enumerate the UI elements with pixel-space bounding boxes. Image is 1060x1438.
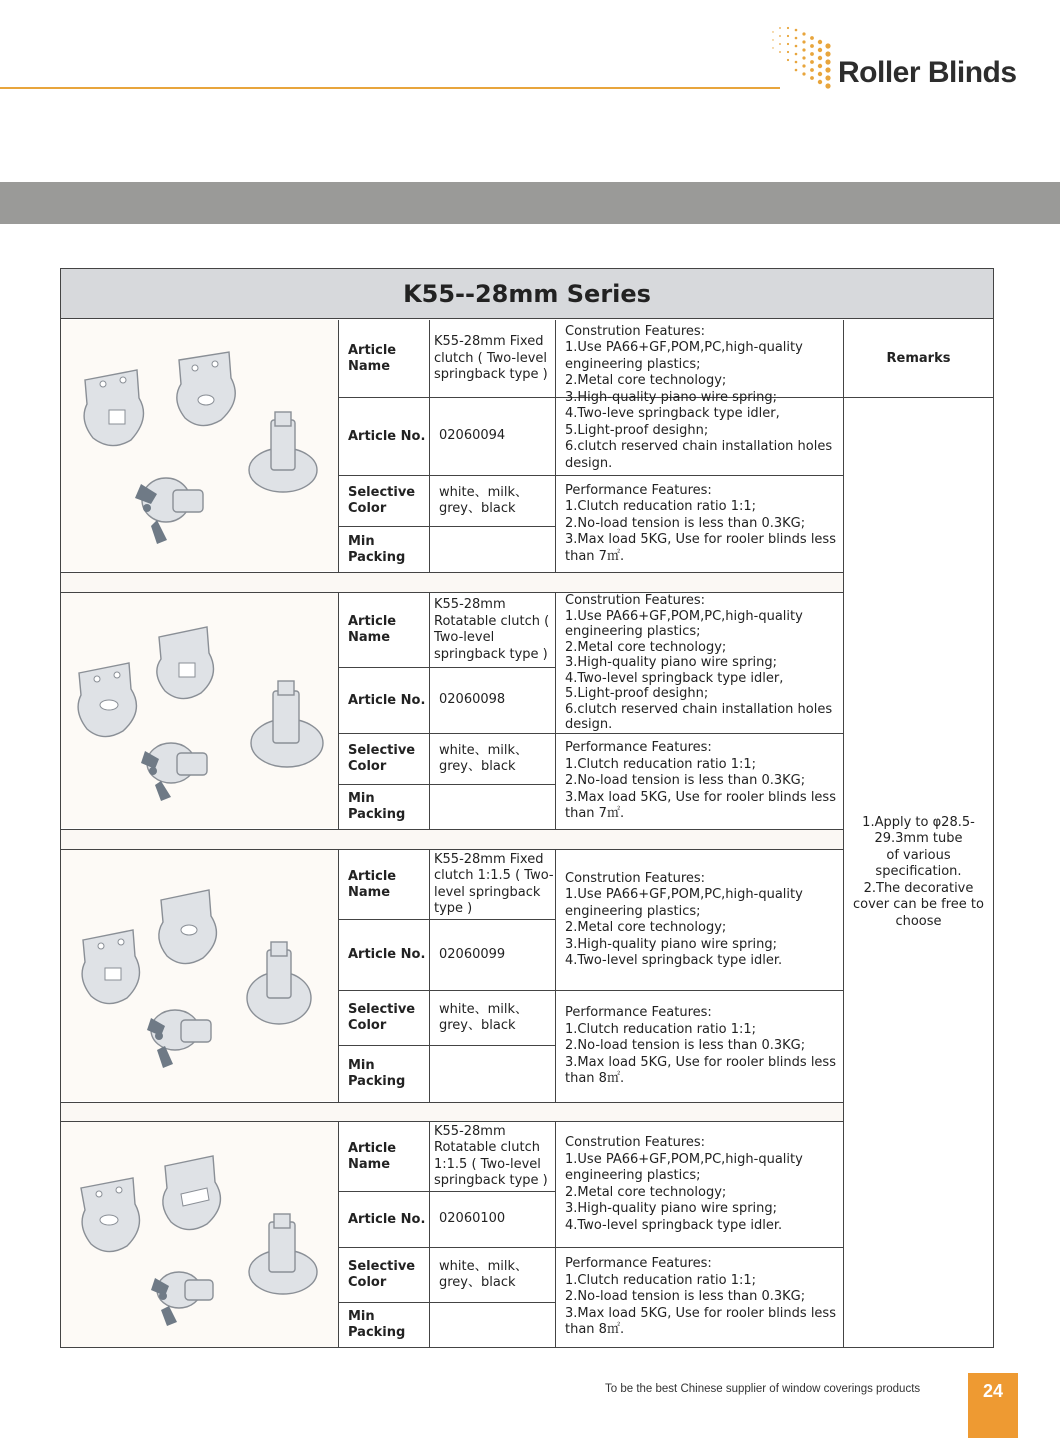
feature-line: Performance Features: bbox=[565, 740, 712, 756]
article-name-value: K55-28mm Fixed clutch 1:1.5 ( Two-level springback type ) bbox=[434, 851, 554, 916]
feature-line: than 7㎡. bbox=[565, 806, 625, 822]
min-packing-value bbox=[430, 785, 554, 829]
clutch-parts-icon bbox=[61, 1122, 338, 1347]
feature-line: 2.No-load tension is less than 0.3KG; bbox=[565, 1038, 806, 1054]
construction-features bbox=[557, 1122, 842, 1247]
min-packing-value bbox=[430, 527, 554, 572]
feature-line: 4.Two-level springback type idler. bbox=[565, 953, 783, 968]
clutch-parts-icon bbox=[61, 320, 338, 571]
grid-line bbox=[61, 1102, 843, 1103]
grid-line bbox=[555, 320, 556, 572]
feature-line: Performance Features: bbox=[565, 482, 712, 498]
remarks-line: choose bbox=[895, 913, 942, 929]
feature-line: 1.Clutch reducation ratio 1:1; bbox=[565, 1272, 757, 1288]
remarks-line: 2.The decorative bbox=[863, 880, 974, 896]
feature-line: engineering plastics; bbox=[565, 903, 701, 919]
label-article-no: Article No. bbox=[348, 1211, 426, 1227]
selective-color-value: white、milk、grey、black bbox=[439, 742, 528, 774]
feature-line: Constrution Features: bbox=[565, 870, 706, 886]
product-image-1 bbox=[61, 320, 338, 571]
row-spacer bbox=[61, 572, 843, 592]
product-image-4 bbox=[61, 1122, 338, 1347]
feature-line: Constrution Features: bbox=[565, 593, 706, 609]
article-name-value: K55-28mm Rotatable clutch ( Two-level springback type ) bbox=[434, 597, 550, 662]
article-no-value: 02060100 bbox=[439, 1211, 506, 1227]
series-title-bar bbox=[61, 269, 993, 319]
feature-line: design. bbox=[565, 455, 613, 471]
feature-line: engineering plastics; bbox=[565, 356, 701, 372]
feature-line: 3.High-quality piano wire spring; bbox=[565, 1201, 778, 1216]
label-min-packing: Min Packing bbox=[348, 1309, 406, 1340]
remarks-line: of various bbox=[886, 847, 951, 863]
remarks-line: 29.3mm tube bbox=[874, 831, 963, 847]
performance-features bbox=[557, 734, 842, 829]
feature-line: Constrution Features: bbox=[565, 1135, 706, 1150]
label-selective-color: Selective Color bbox=[348, 743, 416, 774]
label-article-no: Article No. bbox=[348, 947, 426, 962]
product-image-3 bbox=[61, 850, 338, 1101]
feature-line: 5.Light-proof desighn; bbox=[565, 422, 709, 438]
remarks-line: cover can be free to bbox=[853, 897, 984, 913]
label-min-packing: Min Packing bbox=[348, 791, 406, 822]
feature-line: 5.Light-proof desighn; bbox=[565, 686, 709, 702]
series-title: K55--28mm Series bbox=[403, 279, 651, 308]
article-no-value: 02060094 bbox=[439, 428, 506, 444]
feature-line: 2.No-load tension is less than 0.3KG; bbox=[565, 515, 806, 531]
label-selective-color: Selective Color bbox=[348, 1259, 416, 1290]
row-spacer bbox=[61, 829, 843, 849]
grid-line bbox=[555, 592, 556, 829]
selective-color-value: white、milk、grey、black bbox=[439, 484, 528, 516]
grid-line bbox=[61, 829, 843, 830]
feature-line: 1.Use PA66+GF,POM,PC,high-quality bbox=[565, 1151, 803, 1167]
remarks-line: 1.Apply to φ28.5- bbox=[862, 814, 975, 830]
feature-line: 1.Clutch reducation ratio 1:1; bbox=[565, 756, 757, 772]
feature-line: design. bbox=[565, 717, 613, 733]
feature-line: 3.Max load 5KG, Use for rooler blinds less bbox=[565, 532, 836, 548]
min-packing-value bbox=[430, 1046, 554, 1102]
feature-line: 3.High-quality piano wire spring; bbox=[565, 655, 778, 671]
footer-tagline: To be the best Chinese supplier of window coverings products bbox=[605, 1383, 921, 1395]
feature-line: Performance Features: bbox=[565, 1005, 712, 1021]
label-min-packing: Min Packing bbox=[348, 533, 406, 565]
remarks-header: Remarks bbox=[886, 351, 951, 366]
row-spacer bbox=[61, 1102, 843, 1121]
grid-line bbox=[338, 1121, 339, 1347]
label-article-no: Article No. bbox=[348, 428, 426, 444]
label-article-no: Article No. bbox=[348, 692, 426, 708]
feature-line: 4.Two-level springback type idler. bbox=[565, 1217, 783, 1233]
grid-line bbox=[338, 320, 339, 572]
feature-line: 4.Two-level springback type idler, bbox=[565, 670, 784, 686]
feature-line: 3.Max load 5KG, Use for rooler blinds less bbox=[565, 1305, 836, 1321]
feature-line: engineering plastics; bbox=[565, 624, 701, 640]
selective-color-value: white、milk、grey、black bbox=[439, 1001, 528, 1033]
page-number: 24 bbox=[968, 1373, 1018, 1438]
remarks-line: specification. bbox=[875, 864, 962, 880]
article-no-value: 02060099 bbox=[439, 946, 506, 962]
clutch-parts-icon bbox=[61, 593, 338, 828]
feature-line: 3.Max load 5KG, Use for rooler blinds less bbox=[565, 789, 836, 805]
feature-line: than 7㎡. bbox=[565, 548, 625, 564]
feature-line: than 8㎡. bbox=[565, 1322, 625, 1338]
clutch-parts-icon bbox=[61, 850, 338, 1101]
label-selective-color: Selective Color bbox=[348, 1002, 416, 1033]
grid-line bbox=[555, 1121, 556, 1347]
construction-features bbox=[557, 850, 842, 990]
feature-line: 3.High-quality piano wire spring; bbox=[565, 389, 778, 405]
brand-name: Roller Blinds bbox=[838, 56, 1017, 89]
feature-line: 2.Metal core technology; bbox=[565, 1184, 727, 1200]
performance-features bbox=[557, 1248, 842, 1347]
grid-line bbox=[555, 849, 556, 1102]
feature-line: 6.clutch reserved chain installation holes bbox=[565, 439, 833, 455]
logo-dots-icon bbox=[766, 20, 836, 92]
feature-line: 2.Metal core technology; bbox=[565, 639, 727, 655]
feature-line: 3.High-quality piano wire spring; bbox=[565, 936, 778, 952]
header-rule bbox=[0, 87, 780, 89]
feature-line: 4.Two-leve springback type idler, bbox=[565, 406, 780, 422]
grid-line bbox=[338, 592, 339, 829]
feature-line: Constrution Features: bbox=[565, 323, 706, 339]
feature-line: Performance Features: bbox=[565, 1256, 712, 1272]
feature-line: 2.No-load tension is less than 0.3KG; bbox=[565, 773, 806, 789]
article-name-value: K55-28mm Rotatable clutch 1:1.5 ( Two-level springback type ) bbox=[434, 1123, 548, 1188]
feature-line: engineering plastics; bbox=[565, 1168, 701, 1183]
feature-line: 1.Clutch reducation ratio 1:1; bbox=[565, 499, 757, 515]
label-selective-color: Selective Color bbox=[348, 485, 416, 516]
feature-line: 2.Metal core technology; bbox=[565, 920, 727, 935]
grid-line bbox=[338, 849, 339, 1102]
article-name-value: K55-28mm Fixed clutch ( Two-level springback type ) bbox=[434, 334, 548, 383]
label-article-name: Article Name bbox=[348, 343, 397, 374]
selective-color-value: white、milk、grey、black bbox=[439, 1258, 528, 1290]
label-min-packing: Min Packing bbox=[348, 1058, 406, 1089]
feature-line: 1.Use PA66+GF,POM,PC,high-quality bbox=[565, 340, 803, 356]
feature-line: 1.Use PA66+GF,POM,PC,high-quality bbox=[565, 608, 803, 624]
label-article-name: Article Name bbox=[348, 868, 397, 900]
min-packing-value bbox=[430, 1303, 554, 1347]
label-article-name: Article Name bbox=[348, 614, 397, 645]
grey-band bbox=[0, 182, 1060, 224]
feature-line: 1.Clutch reducation ratio 1:1; bbox=[565, 1021, 757, 1037]
product-image-2 bbox=[61, 593, 338, 828]
feature-line: 2.Metal core technology; bbox=[565, 373, 727, 389]
feature-line: 1.Use PA66+GF,POM,PC,high-quality bbox=[565, 887, 803, 902]
remarks-text bbox=[844, 398, 993, 1347]
feature-line: 2.No-load tension is less than 0.3KG; bbox=[565, 1289, 806, 1305]
article-no-value: 02060098 bbox=[439, 692, 506, 708]
feature-line: 3.Max load 5KG, Use for rooler blinds less bbox=[565, 1054, 836, 1070]
grid-line bbox=[61, 572, 843, 573]
label-article-name: Article Name bbox=[348, 1140, 397, 1172]
performance-features bbox=[557, 991, 842, 1102]
performance-features bbox=[557, 476, 842, 572]
feature-line: 6.clutch reserved chain installation holes bbox=[565, 701, 833, 717]
feature-line: than 8㎡. bbox=[565, 1071, 625, 1087]
construction-features bbox=[557, 321, 842, 475]
construction-features bbox=[557, 593, 842, 733]
